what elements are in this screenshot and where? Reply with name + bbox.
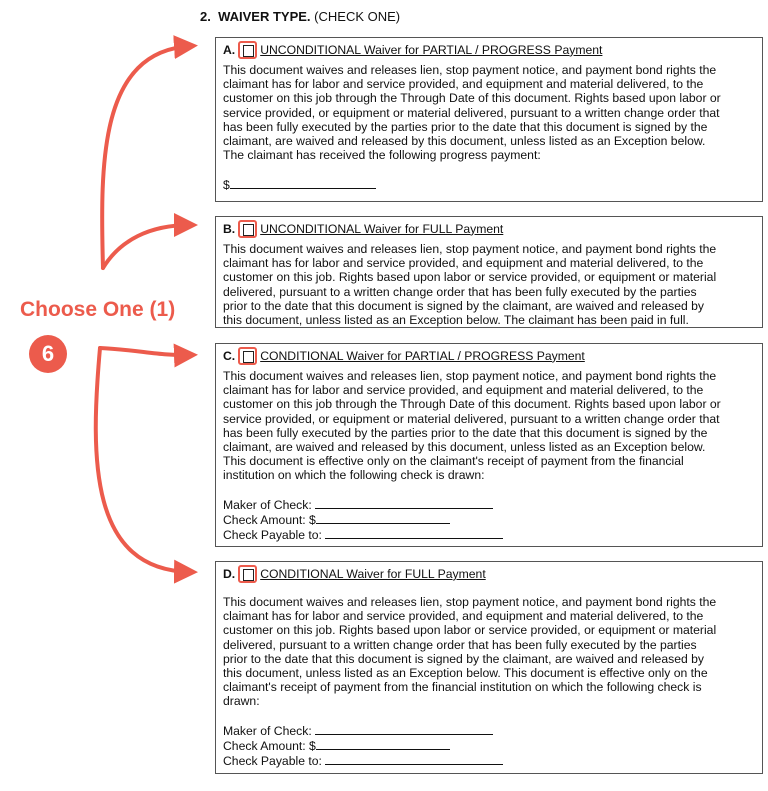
maker-of-check-label: Maker of Check: — [223, 723, 312, 738]
check-amount-label: Check Amount: $ — [223, 512, 316, 527]
body-line: This document waives and releases lien, stop payment notice, and payment bond rights the — [223, 369, 717, 383]
body-line: This document waives and releases lien, stop payment notice, and payment bond rights the — [223, 242, 717, 256]
arrow-to-b — [103, 225, 190, 268]
check-payable-label: Check Payable to: — [223, 528, 322, 543]
body-line: delivered, pursuant to a written change order that has been fully executed by the parties — [223, 637, 697, 652]
body-line: The claimant has received the following progress payment: — [223, 148, 541, 163]
waiver-title: UNCONDITIONAL Waiver for FULL Payment — [260, 221, 504, 236]
arrow-to-a — [102, 46, 190, 268]
maker-of-check-label: Maker of Check: — [223, 497, 312, 512]
choose-one-label: Choose One (1) — [20, 298, 176, 321]
body-line: claimant has for labor and service provided, and equipment and material delivered, to the — [223, 383, 704, 398]
body-line: prior to the date that this document is signed by the claimant, are waived and released by — [223, 651, 705, 666]
arrow-to-d — [96, 348, 190, 572]
body-line: service provided, or equipment or material delivered, pursuant to a written change order that — [223, 105, 720, 120]
body-line: This document is effective only on the claimant's receipt of payment from the financial — [223, 454, 684, 469]
body-line: delivered, pursuant to a written change order that has been fully executed by the parties — [223, 284, 697, 299]
arrow-to-c — [100, 348, 190, 355]
body-line: prior to the date that this document is signed by the claimant, are waived and released by — [223, 298, 705, 313]
waiver-title: UNCONDITIONAL Waiver for PARTIAL / PROGRESS Payment — [260, 42, 603, 57]
section-number: 2. — [200, 9, 211, 24]
waiver-title: CONDITIONAL Waiver for PARTIAL / PROGRESS Payment — [260, 348, 585, 363]
option-letter: B. — [223, 221, 236, 236]
body-line: This document waives and releases lien, stop payment notice, and payment bond rights the — [223, 63, 717, 77]
body-line: has been fully executed by the parties prior to the date that this document is signed by the — [223, 425, 708, 440]
body-line: this document, unless listed as an Exception below. This document is effective only on the — [223, 666, 708, 681]
body-line: has been fully executed by the parties prior to the date that this document is signed by the — [223, 119, 708, 134]
section-instruction: (CHECK ONE) — [314, 9, 401, 24]
body-line: claimant has for labor and service provided, and equipment and material delivered, to the — [223, 256, 704, 271]
option-letter: D. — [223, 566, 236, 581]
check-payable-label: Check Payable to: — [223, 754, 322, 769]
body-line: service provided, or equipment or material delivered, pursuant to a written change order that — [223, 411, 720, 426]
body-line: customer on this job. Rights based upon labor or service provided, or equipment or material — [223, 270, 717, 285]
body-line: institution on which the following check is drawn: — [223, 468, 485, 483]
amount-label: $ — [223, 178, 230, 193]
body-line: customer on this job through the Through Date of this document. Rights based upon labor or — [223, 91, 721, 106]
check-amount-label: Check Amount: $ — [223, 738, 316, 753]
body-line: claimant has for labor and service provided, and equipment and material delivered, to the — [223, 609, 704, 624]
body-line: claimant has for labor and service provided, and equipment and material delivered, to the — [223, 77, 704, 92]
section-title: WAIVER TYPE. — [218, 9, 311, 24]
waiver-title: CONDITIONAL Waiver for FULL Payment — [260, 566, 486, 581]
body-line: customer on this job through the Through Date of this document. Rights based upon labor or — [223, 397, 721, 412]
step-number-badge: 6 — [29, 335, 67, 373]
body-line: claimant, are waived and released by this document, unless listed as an Exception below. — [223, 134, 706, 149]
body-line: this document, unless listed as an Exception below. The claimant has been paid in full. — [223, 313, 689, 328]
body-line: claimant, are waived and released by this document, unless listed as an Exception below. — [223, 440, 706, 455]
body-line: This document waives and releases lien, stop payment notice, and payment bond rights the — [223, 595, 717, 609]
body-line: drawn: — [223, 694, 260, 709]
body-line: customer on this job. Rights based upon labor or service provided, or equipment or material — [223, 623, 717, 638]
body-line: claimant's receipt of payment from the financial institution on which the following check is — [223, 680, 702, 695]
option-letter: C. — [223, 348, 236, 363]
option-letter: A. — [223, 42, 236, 57]
